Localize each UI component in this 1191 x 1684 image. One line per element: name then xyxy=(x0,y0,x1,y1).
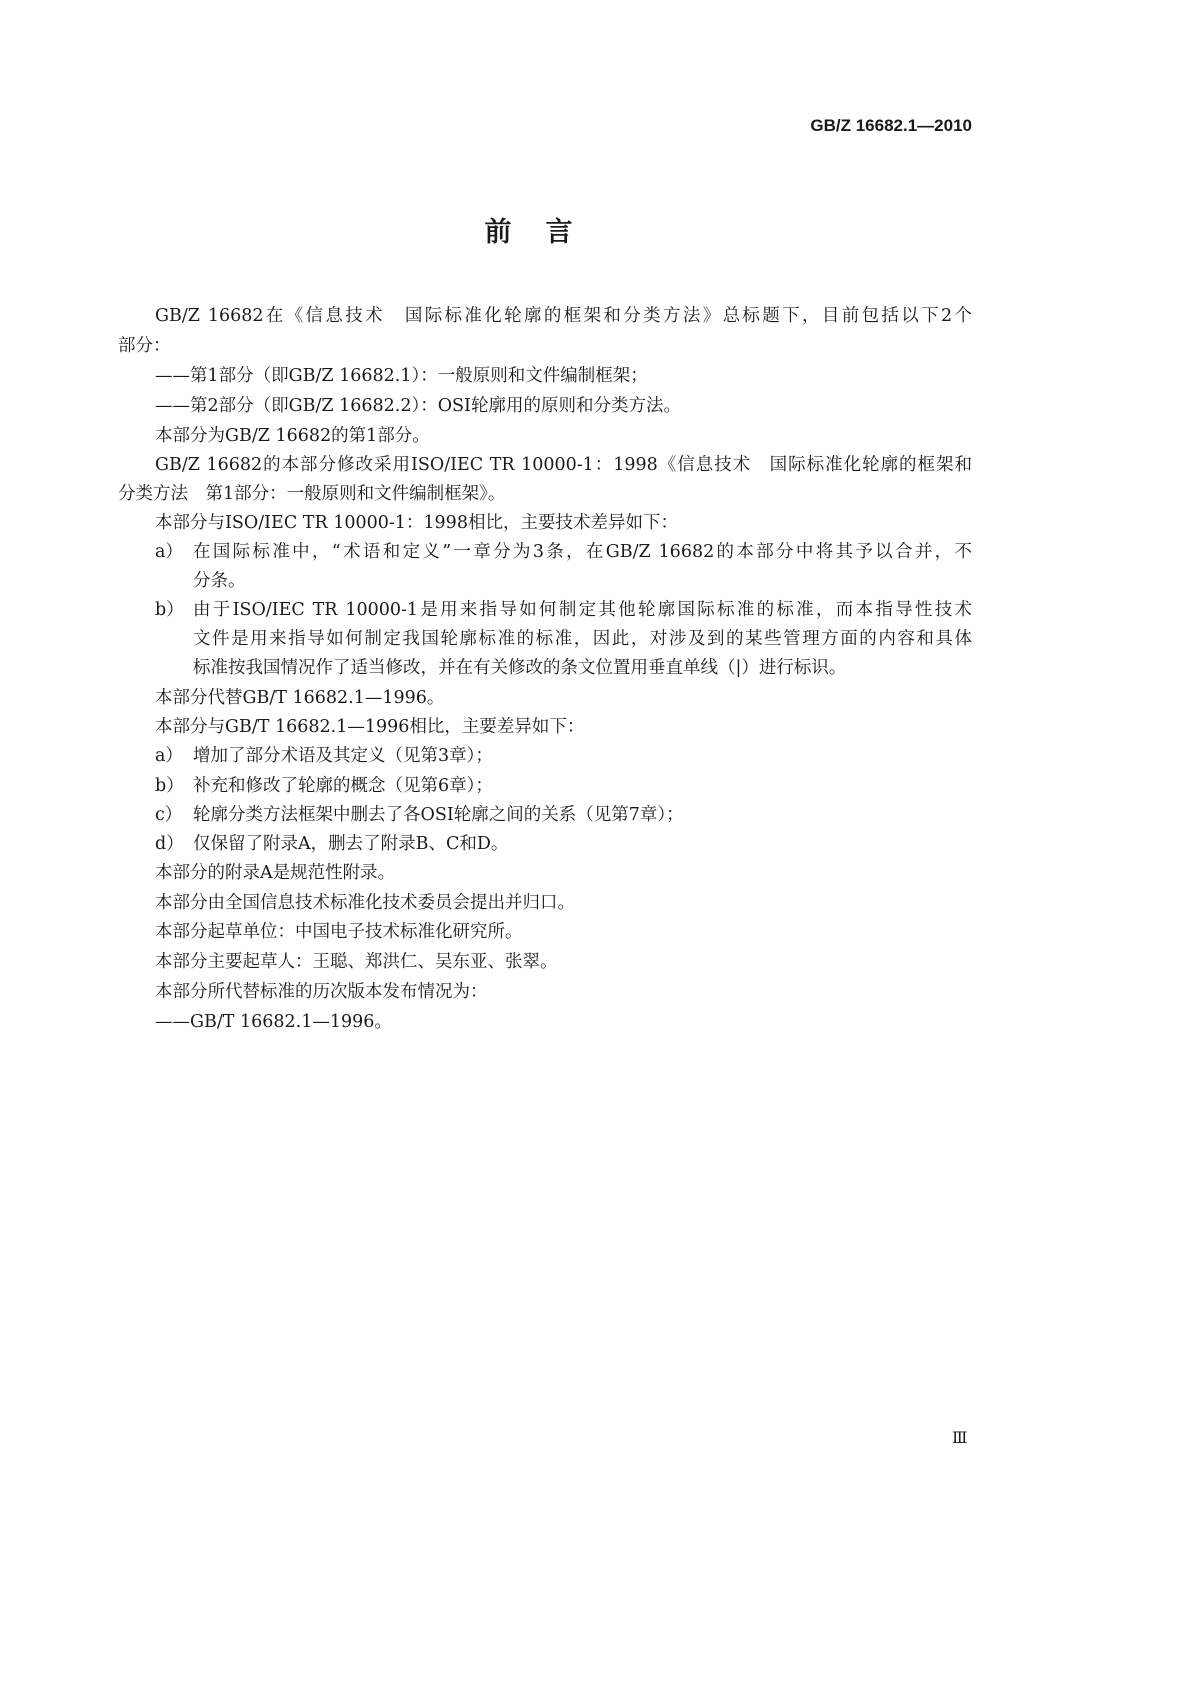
paragraph-line: 部分： xyxy=(118,336,171,356)
list-item: 文件是用来指导如何制定我国轮廓标准的标准，因此，对涉及到的某些管理方面的内容和具体 xyxy=(193,629,972,649)
list-item: ——第2部分（即GB/Z 16682.2）：OSI轮廓用的原则和分类方法。 xyxy=(155,396,681,416)
paragraph-line: 本部分的附录A是规范性附录。 xyxy=(155,863,396,883)
list-item: 由于ISO/IEC TR 10000-1是用来指导如何制定其他轮廓国际标准的标准，而本指导性技术 xyxy=(193,600,972,620)
list-label: d） xyxy=(155,834,184,854)
list-item: 增加了部分术语及其定义（见第3章）； xyxy=(193,746,493,766)
document-code-header: GB/Z 16682.1—2010 xyxy=(810,116,972,135)
list-item: 轮廓分类方法框架中删去了各OSI轮廓之间的关系（见第7章）； xyxy=(193,805,684,825)
list-label: b） xyxy=(155,600,184,620)
paragraph-line: 本部分为GB/Z 16682的第1部分。 xyxy=(155,426,430,446)
list-item: 仅保留了附录A，删去了附录B、C和D。 xyxy=(193,834,509,854)
paragraph-line: GB/Z 16682在《信息技术 国际标准化轮廓的框架和分类方法》总标题下，目前包括以下2个 xyxy=(155,306,972,326)
paragraph-line: 本部分与GB/T 16682.1—1996相比，主要差异如下： xyxy=(155,717,585,737)
paragraph-line: 本部分起草单位：中国电子技术标准化研究所。 xyxy=(155,922,523,942)
list-label: c） xyxy=(155,805,183,825)
paragraph-line: 本部分由全国信息技术标准化技术委员会提出并归口。 xyxy=(155,893,575,913)
page-title: 前言 xyxy=(484,217,607,248)
paragraph-line: GB/Z 16682的本部分修改采用ISO/IEC TR 10000-1：1998《信息技术 国际标准化轮廓的框架和 xyxy=(155,455,972,475)
list-label: a） xyxy=(155,542,183,562)
page-number: Ⅲ xyxy=(952,1428,968,1447)
list-item: 在国际标准中，“术语和定义”一章分为3条，在GB/Z 16682的本部分中将其予以合并，不 xyxy=(193,542,972,562)
list-item: 标准按我国情况作了适当修改，并在有关修改的条文位置用垂直单线（|）进行标识。 xyxy=(193,658,847,678)
list-item: ——第1部分（即GB/Z 16682.1）：一般原则和文件编制框架； xyxy=(155,366,648,386)
paragraph-line: 本部分代替GB/T 16682.1—1996。 xyxy=(155,688,445,708)
list-label: a） xyxy=(155,746,183,766)
list-item: ——GB/T 16682.1—1996。 xyxy=(155,1012,392,1032)
list-item: 分条。 xyxy=(193,571,246,591)
paragraph-line: 分类方法 第1部分：一般原则和文件编制框架》。 xyxy=(118,484,506,504)
paragraph-line: 本部分主要起草人：王聪、郑洪仁、吴东亚、张翠。 xyxy=(155,952,558,972)
list-item: 补充和修改了轮廓的概念（见第6章）； xyxy=(193,776,493,796)
paragraph-line: 本部分与ISO/IEC TR 10000-1：1998相比，主要技术差异如下： xyxy=(155,513,678,533)
list-label: b） xyxy=(155,776,184,796)
paragraph-line: 本部分所代替标准的历次版本发布情况为： xyxy=(155,982,488,1002)
